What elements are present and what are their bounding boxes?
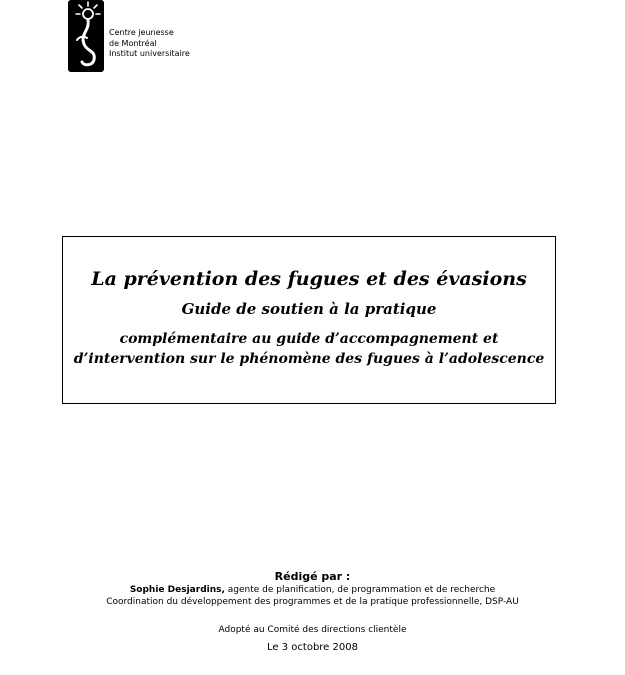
written-by-label: Rédigé par : xyxy=(274,570,351,583)
author-role: agente de planification, de programmation et de recherche xyxy=(224,585,496,595)
title-box xyxy=(62,236,556,404)
logo-line: de Montréal xyxy=(109,38,157,48)
author-name: Sophie Desjardins, xyxy=(129,585,225,595)
cjm-logo-icon xyxy=(68,0,104,72)
author-line xyxy=(0,585,625,595)
logo-text xyxy=(109,28,190,60)
logo-line: Centre jeunesse xyxy=(109,28,174,37)
subtitle-line-1: complémentaire au guide d’accompagnement et xyxy=(119,331,499,347)
logo-line: Institut universitaire xyxy=(109,49,190,58)
subtitle-line-2: d’intervention sur le phénomène des fugues à l’adolescence xyxy=(73,351,545,367)
date-line: Le 3 octobre 2008 xyxy=(267,642,358,653)
document-subtitle: Guide de soutien à la pratique xyxy=(181,300,437,318)
organization-logo xyxy=(68,0,208,72)
adopted-line: Adopté au Comité des directions clientèle xyxy=(218,625,407,635)
document-title: La prévention des fugues et des évasions xyxy=(91,268,527,290)
coordination-line: Coordination du développement des programmes et de la pratique professionnelle, DSP-AU xyxy=(106,597,519,607)
